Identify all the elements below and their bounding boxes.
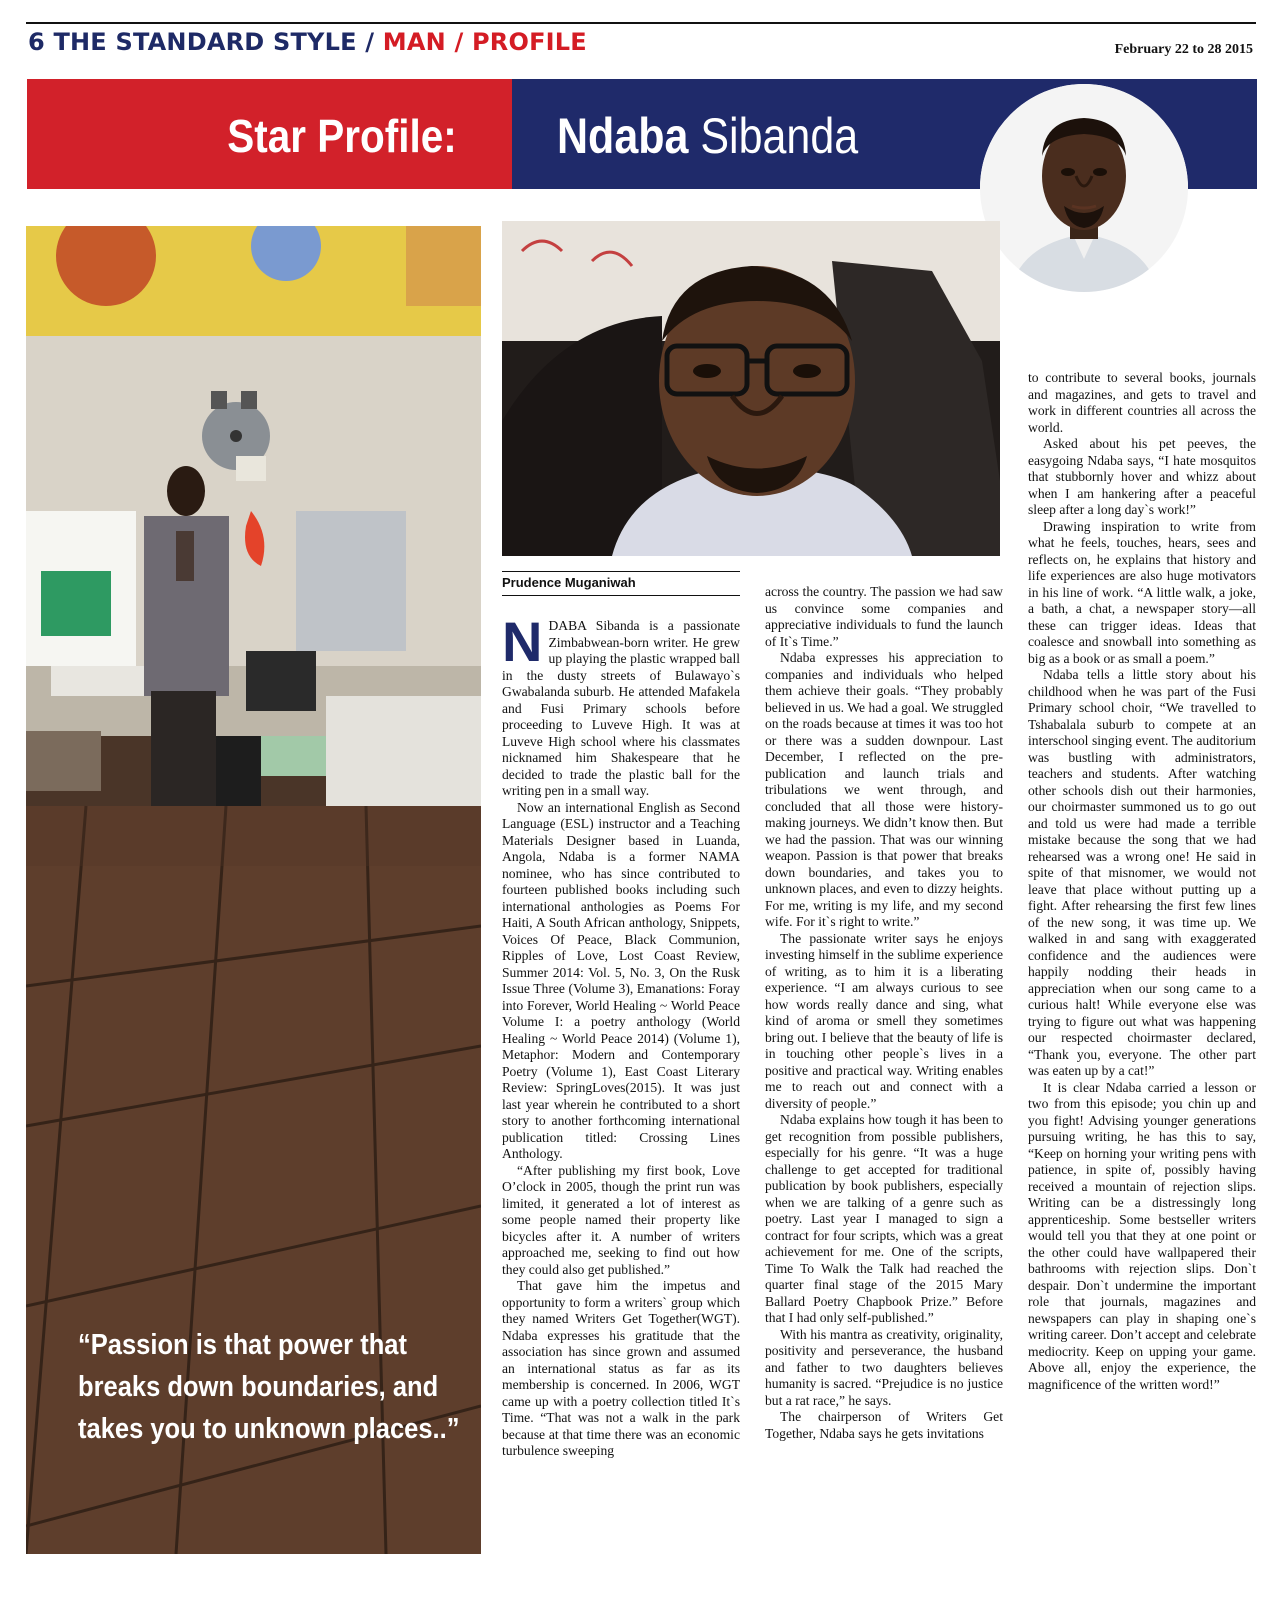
article-paragraph: to contribute to several books, journals and magazines, and gets to travel and work in different countries all across the world. [1028, 370, 1256, 435]
article-paragraph: That gave him the impetus and opportunity to form a writers` group which they named Writers Get Together(WGT). Ndaba expresses his gratitude that the association has since grown and assumed an international status as far as its membership is concerned. In 2006, WGT came up with a poetry collection titled It`s Time. “That was not a walk in the park because at that time there was an economic turbulence sweeping [502, 1278, 740, 1458]
pull-quote: “Passion is that power that breaks down boundaries, and takes you to unknown places..” [78, 1329, 460, 1445]
article-paragraph: Ndaba explains how tough it has been to get recognition from possible publishers, especially for his genre. “It was a huge challenge to get accepted for traditional publication by book publishers, especially when we are talking of a genre such as poetry. Last year I managed to sign a contract for four scripts, which was a great achievement for me. One of the scripts, Time To Walk the Talk had reached the quarter final stage of the 2015 Mary Ballard Poetry Chapbook Prize.” Before that I had only self-published.” [765, 1112, 1003, 1325]
article-paragraph: across the country. The passion we had saw us convince some companies and appreciative individuals to fund the launch of It`s Time.” [765, 584, 1003, 649]
article-paragraph: Now an international English as Second Language (ESL) instructor and a Teaching Materials Designer based in Luanda, Angola, Ndaba is a former NAMA nominee, who has since contributed to fourteen published books including such international anthologies as Poems For Haiti, A South African anthology, Snippets, Voices Of Peace, Black Communion, Ripples of Love, Lost Coast Review, Summer 2014: Vol. 5, No. 3, On the Rusk Issue Three (Volume 3), Emanations: Foray into Forever, World Healing ~ World Peace Volume I: a poetry anthology (World Healing ~ World Peace 2014) (Volume 1), Metaphor: Modern and Contemporary Poetry (Volume 1), East Coast Literary Review: SpringLoves(2015). It was just last year wherein he contributed to a short story to another forthcoming international publication titled: Crossing Lines Anthology. [502, 799, 740, 1161]
byline-rule-bottom [502, 595, 740, 596]
section-title: 6 THE STANDARD STYLE / [28, 28, 375, 56]
byline-rule-top [502, 571, 740, 572]
selfie-photo-illustration [502, 221, 1000, 556]
portrait-illustration [980, 84, 1188, 292]
top-rule [26, 22, 1256, 24]
portrait-photo [980, 84, 1188, 292]
byline: Prudence Muganiwah [502, 575, 636, 590]
article-paragraph: With his mantra as creativity, originality, positivity and perseverance, the husband and father to two daughters believes humanity is sacred. “Prejudice is no justice but a rat race,” he says. [765, 1326, 1003, 1408]
section-subtitle: MAN / PROFILE [374, 28, 587, 56]
article-paragraph [502, 618, 740, 800]
banner-label: Star Profile: [227, 110, 457, 162]
article-column-3 [1028, 370, 1256, 1553]
profile-name [557, 107, 858, 165]
selfie-photo [502, 221, 1000, 556]
article-paragraph: Drawing inspiration to write from what he feels, touches, hears, sees and reflects on, he explains that history and life experiences are also huge motivators in his line of work. “A little walk, a joke, a bath, a chat, a newspaper story—all these can trigger ideas. Ideas that coalesce and snowball into something as big as a book or as small a poem.” [1028, 518, 1256, 666]
article-paragraph: Asked about his pet peeves, the easygoing Ndaba says, “I hate mosquitos that stubbornly hover and whizz about when I am hankering after a peaceful sleep after a long day`s work!” [1028, 436, 1256, 517]
issue-date: February 22 to 28 2015 [1114, 42, 1253, 57]
article-column-1 [502, 618, 740, 1553]
article-paragraph: The passionate writer says he enjoys investing himself in the sublime experience of writing, as to him it is a liberating experience. “I am always curious to see how words really dance and sing, what kind of aroma or smell they sometimes bring out. I believe that the beauty of life is in touching other people`s lives in a positive and practical way. Writing enables me to reach out and connect with a diversity of people.” [765, 930, 1003, 1111]
article-column-2 [765, 584, 1003, 1553]
drop-cap: N [502, 618, 543, 673]
article-paragraph: Ndaba tells a little story about his childhood when he was part of the Fusi Primary school choir, “We travelled to Tshabalala suburb to compete at an interschool singing event. The auditorium was bustling with administrators, teachers and students. After watching other schools dish out their harmonies, our choirmaster summoned us to go out and told us were had made a terrible mistake because the song that we had rehearsed was a wrong one! He said in spite of that misnomer, we would not leave that place without putting up a fight. After rehearsing the first few lines of the new song, it was time up. We walked in and sang with exaggerated confidence and the audiences were happily nodding their heads in appreciation when our song came to a curious halt! While everyone else was trying to figure out what was happening our respected choirmaster declared, “Thank you, everyone. The other part was eaten up by a cat!” [1028, 667, 1256, 1078]
article-lead-text: DABA Sibanda is a passionate Zimbabwean-born writer. He grew up playing the plastic wrapped ball in the dusty streets of Bulawayo`s Gwabalanda suburb. He attended Mafakela and Fusi Primary schools before proceeding to Luveve High. It was at Luveve High school where his classmates nicknamed him Shakespeare that he decided to trade the plastic ball for the writing pen in a small way. [502, 618, 740, 798]
article-paragraph: It is clear Ndaba carried a lesson or two from this episode; you chin up and you fight! Advising younger generations pursuing writing, he has this to say, “Keep on horning your writing pens with patience, in spite of, possibly having received a mountain of rejection slips. Writing can be a distressingly long apprenticeship. Some bestseller writers would tell you that they at one point or the other could have wallpapered their bathrooms with rejection slips. Don`t despair. Don`t undermine the important role that journals, magazines and newspapers can play in shaping one`s writing career. Don’t accept and celebrate mediocrity. Keep on upping your game. Above all, enjoy the experience, the magnificence of the written word!” [1028, 1079, 1256, 1392]
event-photo [26, 226, 481, 1554]
article-paragraph: “After publishing my first book, Love O’clock in 2005, though the print run was limited, it generated a lot of interest as some people named their property like bicycles after it. A number of writers approached me, seeking to find out how they could also get published.” [502, 1162, 740, 1277]
section-header [28, 28, 587, 56]
banner-red-panel [27, 79, 512, 189]
article-paragraph: The chairperson of Writers Get Together, Ndaba says he gets invitations [765, 1409, 1003, 1441]
article-paragraph: Ndaba expresses his appreciation to companies and individuals who helped them achieve their goals. “They probably believed in us. We had a goal. We struggled on the roads because at times it was too hot or there was a sudden downpour. Last December, I reflected on the pre-publication and launch trials and tribulations we went through, and concluded that all those were history-making journeys. We didn’t know then. But we had the passion. That was our winning weapon. Passion is that power that breaks down boundaries, and takes you to unknown places, and even to dizzy heights. For me, writing is my life, and my second wife. For it`s right to write.” [765, 650, 1003, 929]
profile-first-name: Ndaba [557, 108, 689, 164]
profile-last-name: Sibanda [688, 108, 859, 164]
